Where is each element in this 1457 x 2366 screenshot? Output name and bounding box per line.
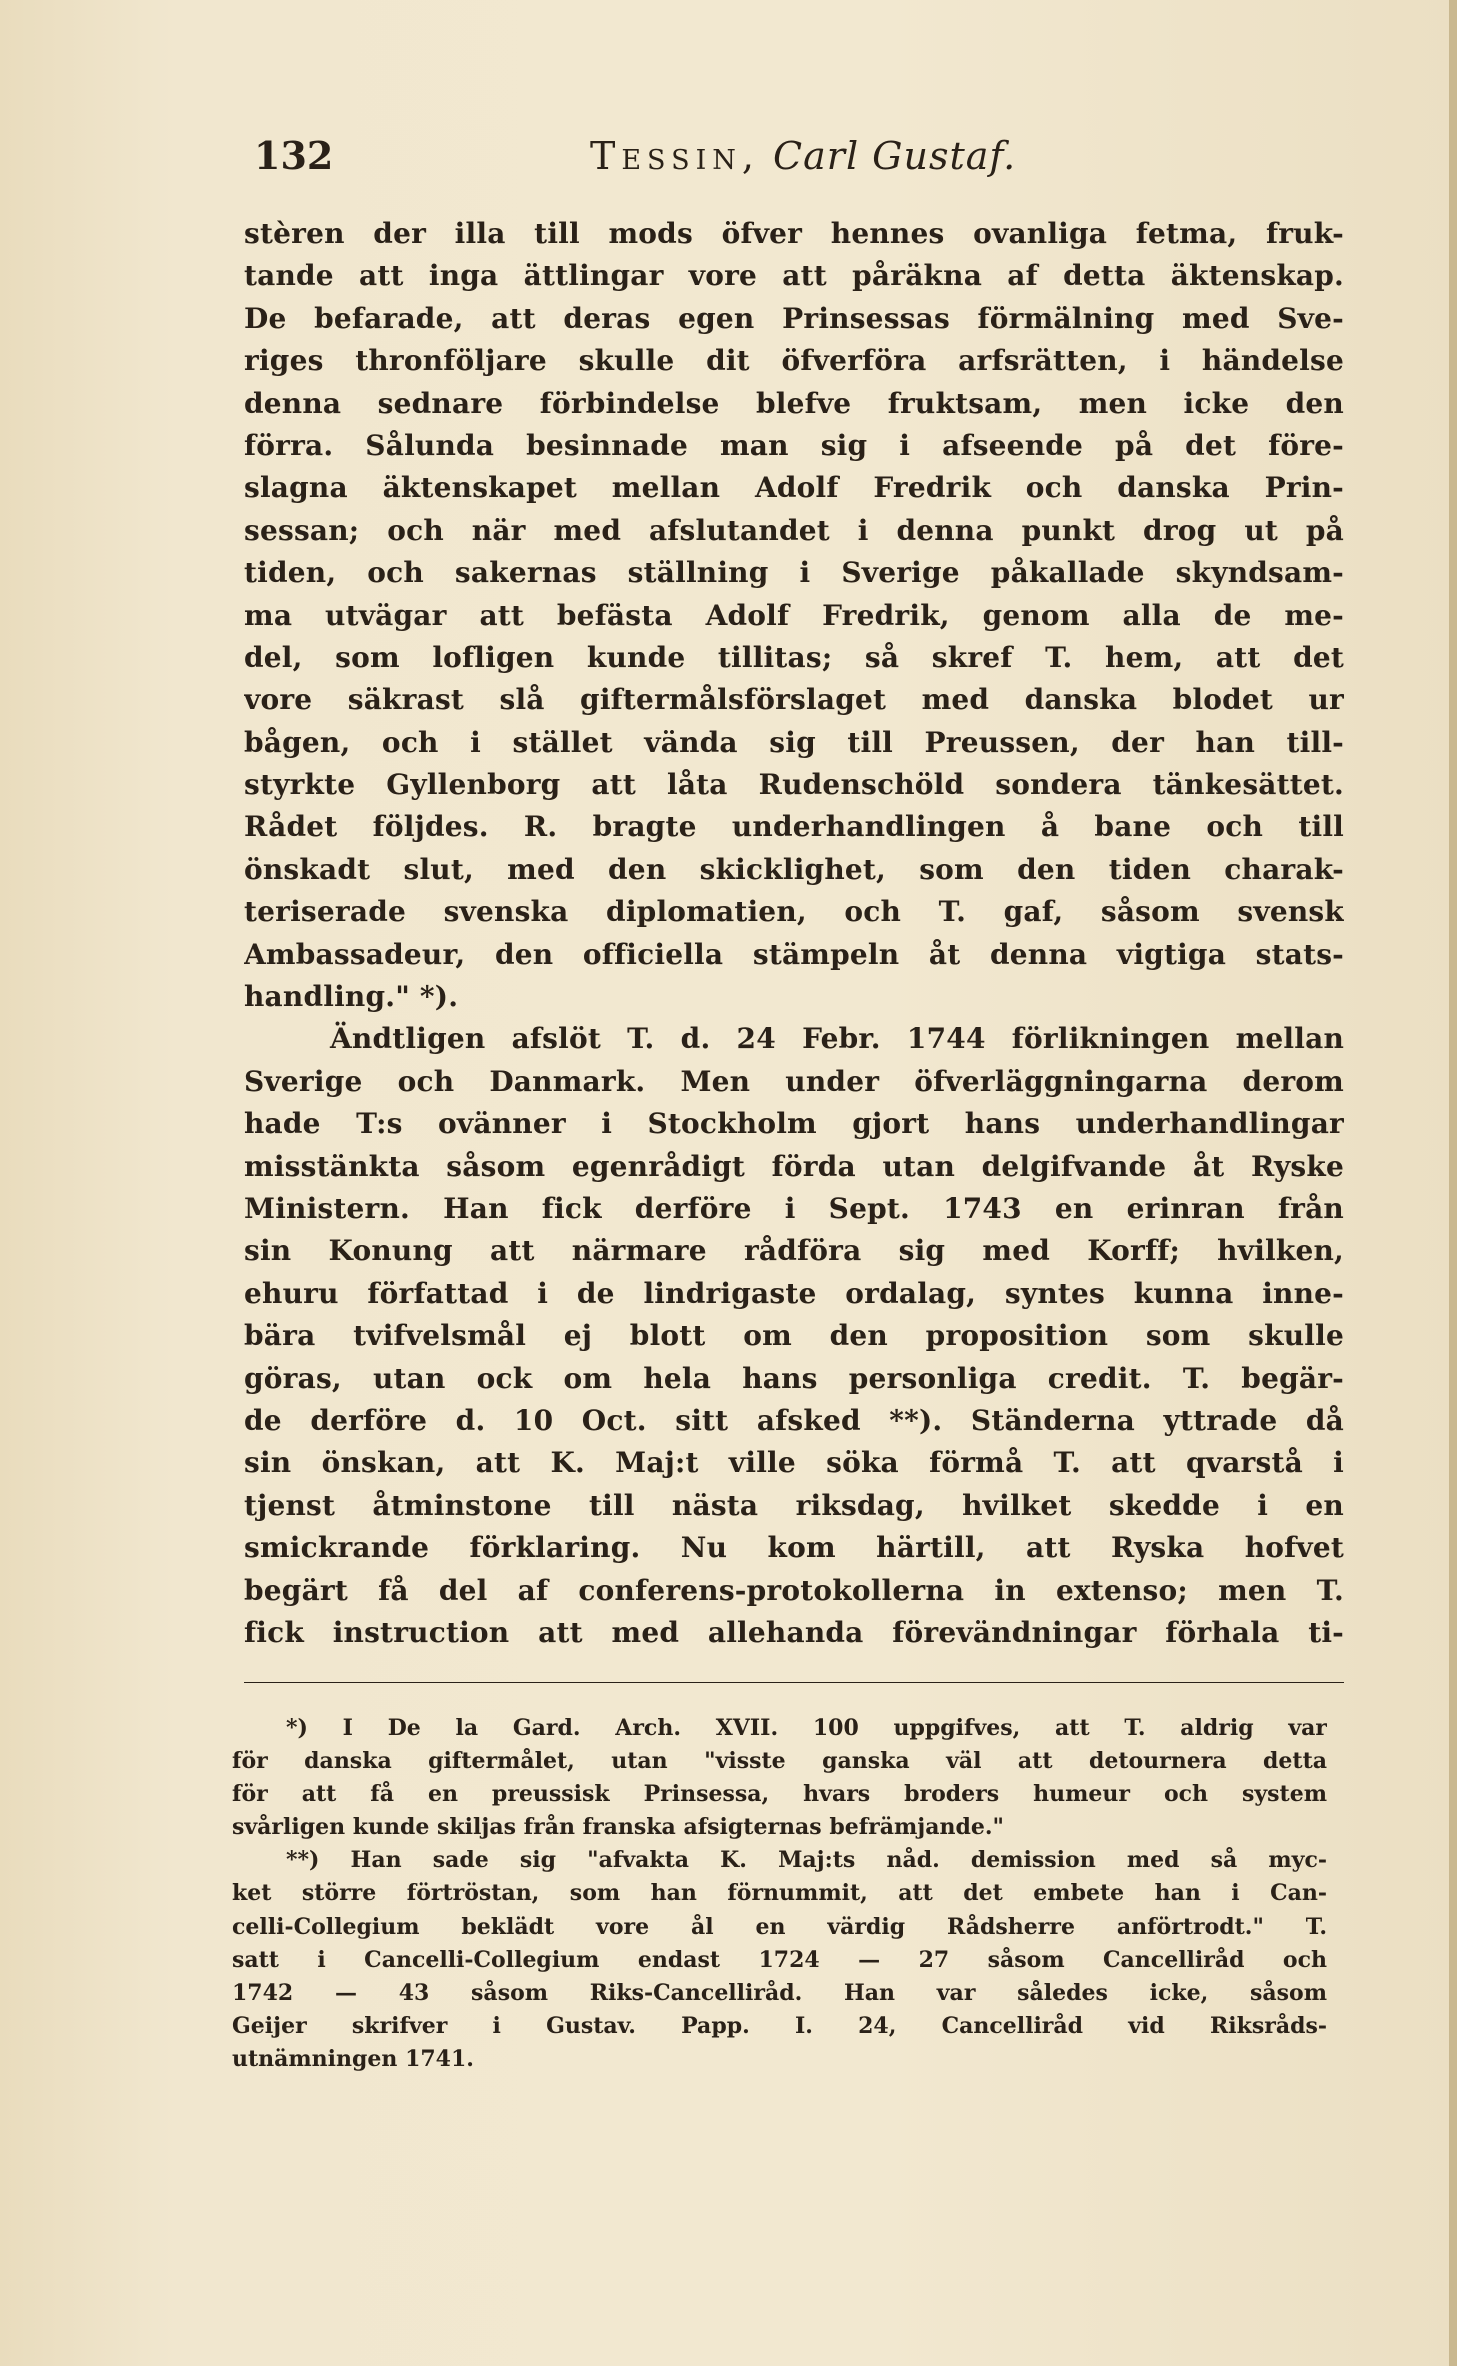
body-line: slagna äktenskapet mellan Adolf Fredrik och danska Prin- [244, 471, 1344, 505]
footnote-line: **) Han sade sig "afvakta K. Maj:ts nåd. demission med så myc- [286, 1847, 1327, 1874]
body-line: del, som lofligen kunde tillitas; så skref T. hem, att det [244, 640, 1344, 674]
body-line: vore säkrast slå giftermålsförslaget med danska blodet ur [244, 683, 1344, 717]
body-line: sin önskan, att K. Maj:t ville söka förmå T. att qvarstå i [244, 1446, 1344, 1480]
footnote-line: 1742 — 43 såsom Riks-Cancelliråd. Han var således icke, såsom [232, 1979, 1327, 2006]
footnote-line: för danska giftermålet, utan "visste ganska väl att detournera detta [232, 1748, 1327, 1775]
footnote-line: svårligen kunde skiljas från franska afsigternas befrämjande." [232, 1814, 1005, 1841]
body-line: de derföre d. 10 Oct. sitt afsked **). Ständerna yttrade då [244, 1403, 1344, 1437]
page-number: 132 [254, 133, 334, 178]
body-line: stèren der illa till mods öfver hennes ovanliga fetma, fruk- [244, 217, 1344, 250]
body-line: önskadt slut, med den skicklighet, som den tiden charak- [244, 852, 1344, 886]
body-line: bära tvifvelsmål ej blott om den proposition som skulle [244, 1319, 1344, 1353]
body-line: De befarade, att deras egen Prinsessas förmälning med Sve- [244, 301, 1344, 335]
footnote-line: ket större förtröstan, som han förnummit, att det embete han i Can- [232, 1880, 1327, 1907]
body-line: denna sednare förbindelse blefve fruktsam, men icke den [244, 386, 1344, 420]
page-header [250, 132, 1345, 188]
footnote-divider [244, 1682, 1344, 1683]
footnote-line: *) I De la Gard. Arch. XVII. 100 uppgifves, att T. aldrig var [286, 1715, 1327, 1741]
footnote-line: utnämningen 1741. [232, 2045, 474, 2072]
body-line: begärt få del af conferens-protokollerna in extenso; men T. [244, 1573, 1344, 1607]
body-line: tjenst åtminstone till nästa riksdag, hvilket skedde i en [244, 1488, 1344, 1522]
body-line: Ändtligen afslöt T. d. 24 Febr. 1744 förlikningen mellan [330, 1022, 1344, 1056]
body-line: ehuru författad i de lindrigaste ordalag, syntes kunna inne- [244, 1276, 1344, 1310]
body-line: hade T:s ovänner i Stockholm gjort hans underhandlingar [244, 1107, 1344, 1141]
body-line: fick instruction att med allehanda förevändningar förhala ti- [244, 1615, 1344, 1649]
running-head-given-name: Carl Gustaf. [773, 134, 1017, 178]
body-line: teriserade svenska diplomatien, och T. gaf, såsom svensk [244, 895, 1344, 929]
body-line: Ministern. Han fick derföre i Sept. 1743 en erinran från [244, 1191, 1344, 1225]
body-line: Sverige och Danmark. Men under öfverläggningarna derom [244, 1064, 1344, 1098]
running-head [590, 132, 1016, 180]
running-head-surname: Tessin, [590, 134, 760, 178]
body-line: styrkte Gyllenborg att låta Rudenschöld sondera tänkesättet. [244, 768, 1344, 802]
body-line: riges thronföljare skulle dit öfverföra arfsrätten, i händelse [244, 344, 1344, 378]
body-line: bågen, och i stället vända sig till Preussen, der han till- [244, 725, 1344, 759]
body-line: förra. Sålunda besinnade man sig i afseende på det före- [244, 428, 1344, 462]
footnotes [232, 1712, 1327, 2076]
body-line: misstänkta såsom egenrådigt förda utan delgifvande åt Ryske [244, 1149, 1344, 1183]
body-line: tiden, och sakernas ställning i Sverige påkallade skyndsam- [244, 556, 1344, 590]
page-edge [1449, 0, 1457, 2366]
body-line: Rådet följdes. R. bragte underhandlingen å bane och till [244, 810, 1344, 844]
footnote-line: för att få en preussisk Prinsessa, hvars broders humeur och system [232, 1781, 1327, 1808]
body-line: sessan; och när med afslutandet i denna punkt drog ut på [244, 513, 1344, 547]
body-line: ma utvägar att befästa Adolf Fredrik, genom alla de me- [244, 598, 1344, 632]
body-line: sin Konung att närmare rådföra sig med Korff; hvilken, [244, 1234, 1344, 1268]
body-line: Ambassadeur, den officiella stämpeln åt denna vigtiga stats- [244, 937, 1344, 971]
body-line: handling." *). [244, 980, 459, 1014]
footnote-line: celli-Collegium beklädt vore ål en värdig Rådsherre anförtrodt." T. [232, 1913, 1327, 1940]
footnote-line: Geijer skrifver i Gustav. Papp. I. 24, Cancelliråd vid Riksråds- [232, 2012, 1327, 2039]
body-line: tande att inga ättlingar vore att påräkna af detta äktenskap. [244, 259, 1344, 293]
body-line: smickrande förklaring. Nu kom härtill, att Ryska hofvet [244, 1531, 1344, 1565]
footnote-line: satt i Cancelli-Collegium endast 1724 — 27 såsom Cancelliråd och [232, 1946, 1327, 1973]
body-text [244, 213, 1344, 1654]
body-line: göras, utan ock om hela hans personliga credit. T. begär- [244, 1361, 1344, 1395]
